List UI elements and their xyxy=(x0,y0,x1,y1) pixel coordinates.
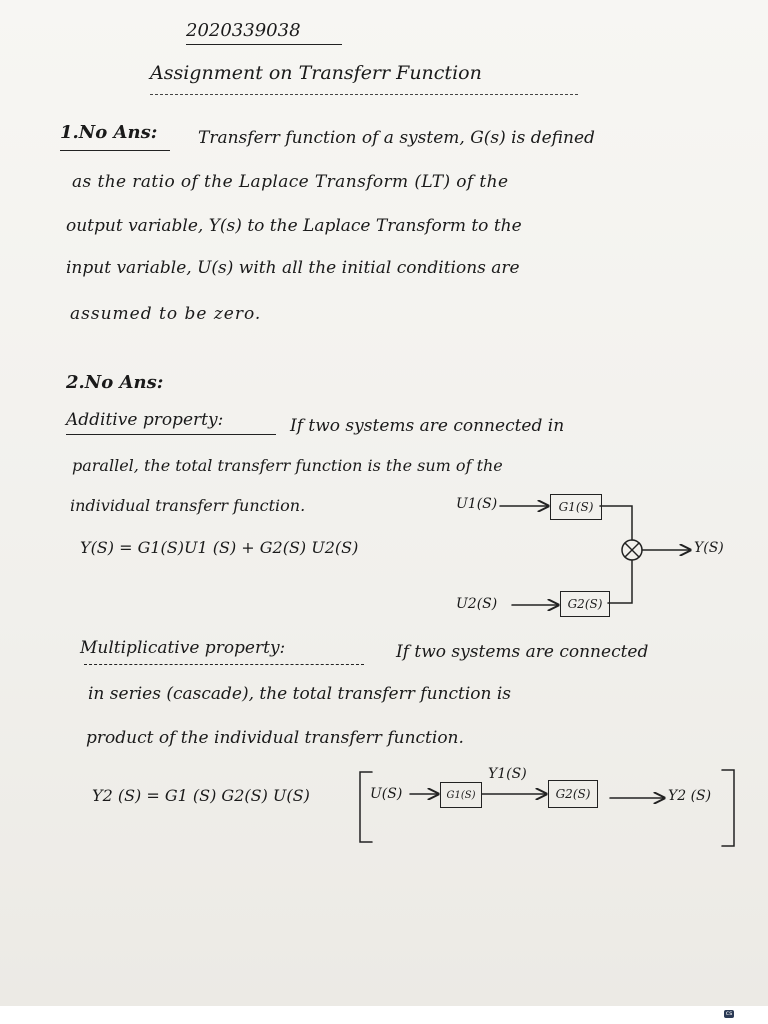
series-block-g2-label: G2(S) xyxy=(555,787,591,801)
left-bracket xyxy=(360,772,372,842)
multiplicative-line-2: in series (cascade), the total transferr function is xyxy=(88,684,511,704)
multiplicative-line-1: If two systems are connected xyxy=(396,642,649,662)
additive-output: Y(S) xyxy=(694,540,724,556)
additive-heading: Additive property: xyxy=(66,410,224,430)
line-g1-to-junction xyxy=(600,506,632,540)
series-block-g1-label: G1(S) xyxy=(446,789,476,801)
line-g2-to-junction xyxy=(608,560,632,603)
q1-line-1: Transferr function of a system, G(s) is defined xyxy=(198,128,595,148)
additive-line-2: parallel, the total transferr function is the sum of the xyxy=(72,456,503,475)
q1-line-5: assumed to be zero. xyxy=(70,304,262,324)
additive-line-1: If two systems are connected in xyxy=(290,416,565,436)
q1-line-2: as the ratio of the Laplace Transform (LT) of the xyxy=(72,172,509,192)
additive-block-g1-label: G1(S) xyxy=(558,500,594,514)
additive-equation: Y(S) = G1(S)U1 (S) + G2(S) U2(S) xyxy=(80,538,359,557)
q1-line-4: input variable, U(s) with all the initial conditions are xyxy=(66,258,520,278)
additive-block-g2-label: G2(S) xyxy=(567,597,603,611)
series-output: Y2 (S) xyxy=(668,788,712,804)
scanner-badge-icon: cs xyxy=(725,1010,733,1017)
right-bracket xyxy=(722,770,734,846)
series-input: U(S) xyxy=(370,786,403,802)
q1-line-3: output variable, Y(s) to the Laplace Transform to the xyxy=(66,216,522,236)
page-title: Assignment on Transferr Function xyxy=(150,62,482,84)
additive-input-1: U1(S) xyxy=(456,496,498,512)
multiplicative-equation: Y2 (S) = G1 (S) G2(S) U(S) xyxy=(92,786,310,805)
additive-line-3: individual transferr function. xyxy=(70,496,306,515)
additive-input-2: U2(S) xyxy=(456,596,498,612)
q2-label: 2.No Ans: xyxy=(66,372,164,393)
roll-number: 2020339038 xyxy=(186,20,301,41)
series-intermediate: Y1(S) xyxy=(488,766,527,782)
multiplicative-line-3: product of the individual transferr function. xyxy=(86,728,464,748)
q1-label: 1.No Ans: xyxy=(60,122,158,143)
multiplicative-heading: Multiplicative property: xyxy=(80,638,286,658)
